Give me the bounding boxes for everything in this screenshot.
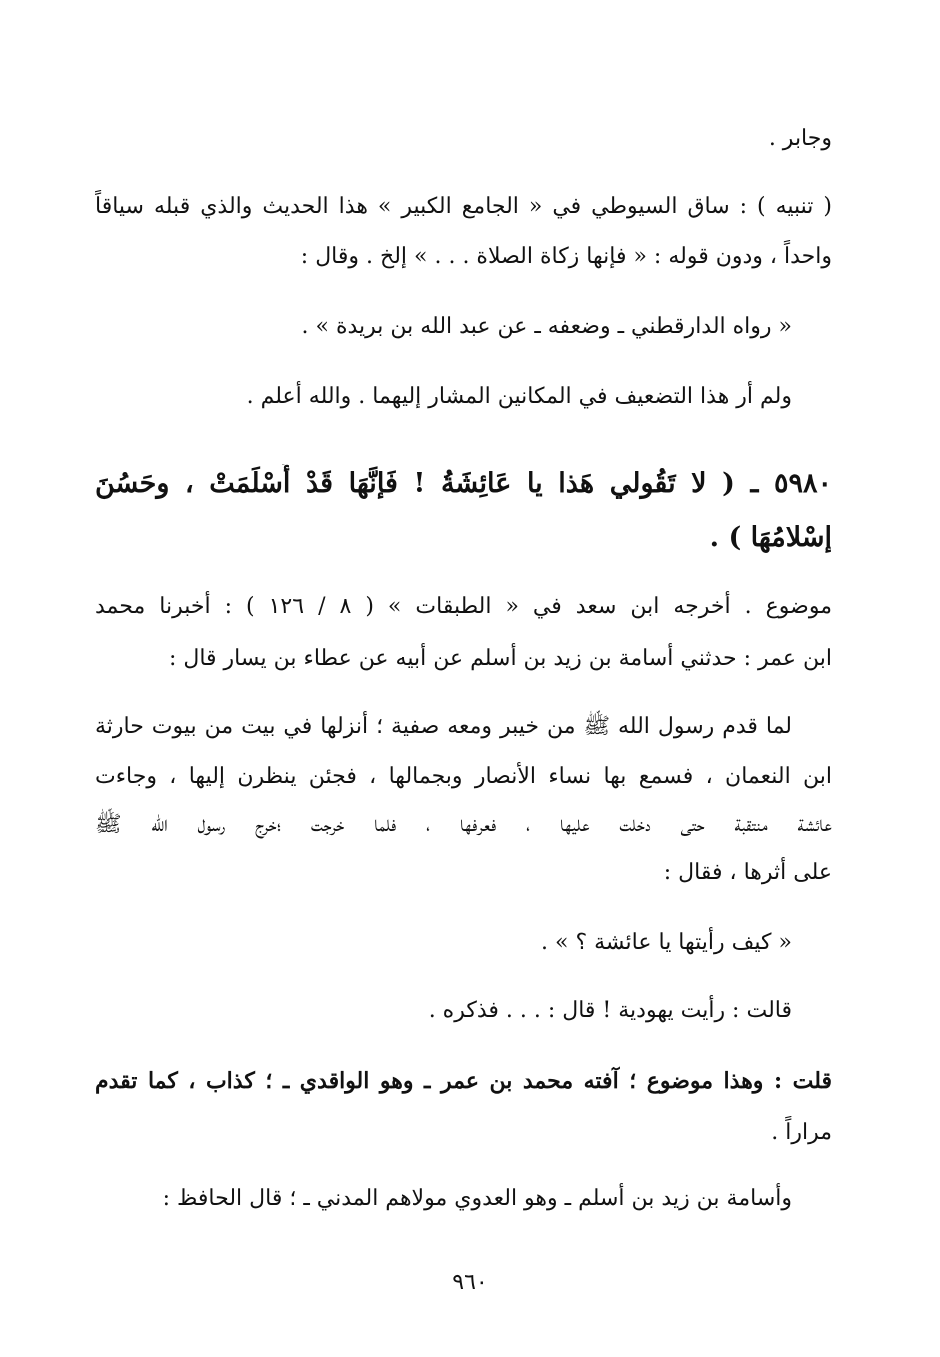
note-line: واحداً ، ودون قوله : « فإنها زكاة الصلاة . . . » إلخ . وقال : [300,244,832,269]
text-line: وأسامة بن زيد بن أسلم ـ وهو العدوي مولاهم المدني ـ ؛ قال الحافظ : [162,1186,792,1211]
narration-line: عائشة منتقبة حتى دخلت عليها ، فعرفها ، فلما خرجت ؛خرج رسول الله ﷺ [95,812,832,837]
text-line: وجابر . [768,126,832,151]
quote-line: « رواه الدارقطني ـ وضعفه ـ عن عبد الله بن بريدة » . [301,314,792,339]
narration-line: على أثرها ، فقال : [663,860,832,885]
narration-line: لما قدم رسول الله ﷺ من خيبر ومعه صفية ؛ أنزلها في بيت من بيوت حارثة [95,714,792,739]
text-line: قالت : رأيت يهودية ! قال : . . . فذكره . [428,998,792,1023]
note-line: ( تنبيه ) : ساق السيوطي في « الجامع الكبير » هذا الحديث والذي قبله سياقاً [95,194,832,219]
text-line: ولم أر هذا التضعيف في المكانين المشار إليهما . والله أعلم . [246,384,792,409]
narration-line: ابن النعمان ، فسمع بها نساء الأنصار وبجمالها ، فجئن ينظرن إليها ، وجاءت [95,764,832,789]
ruling-line: ابن عمر : حدثني أسامة بن زيد بن أسلم عن أبيه عن عطاء بن يسار قال : [168,646,832,671]
hadith-heading: إسْلامُهَا ) . [709,522,832,553]
ruling-line: موضوع . أخرجه ابن سعد في « الطبقات » ( ٨ / ١٢٦ ) : أخبرنا محمد [95,594,832,619]
page-number: ٩٦٠ [452,1270,488,1295]
quote-line: « كيف رأيتها يا عائشة ؟ » . [541,930,792,955]
comment-line: مراراً . [771,1120,832,1145]
hadith-heading: ٥٩٨٠ ـ ( لا تَقُولي هَذا يا عَائِشَةُ ! فَإنَّهَا قَدْ أَسْلَمَتْ ، وحَسُنَ [95,468,832,499]
comment-line: قلت : وهذا موضوع ؛ آفته محمد بن عمر ـ وهو الواقدي ـ ؛ كذاب ، كما تقدم [95,1068,832,1094]
